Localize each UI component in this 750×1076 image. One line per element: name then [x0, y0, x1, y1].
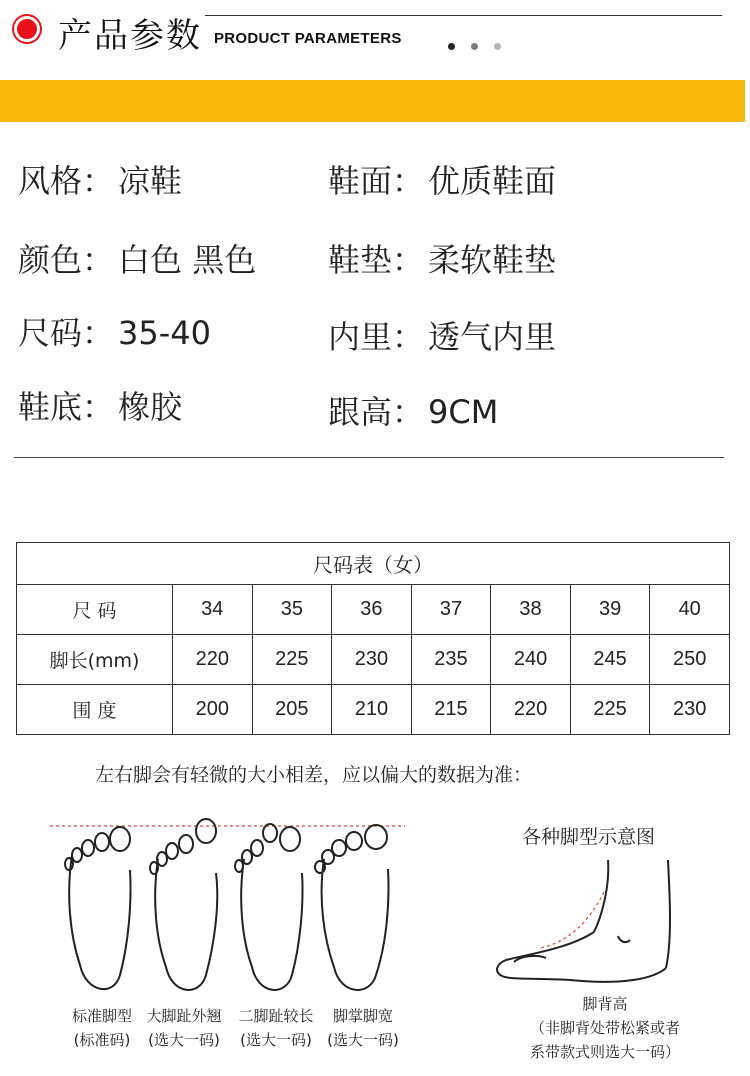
foot-types-illustration: [40, 815, 410, 1015]
table-cell: 245: [570, 635, 650, 685]
params-divider: [14, 457, 724, 458]
table-cell: 38: [491, 585, 571, 635]
param-value: 橡胶: [118, 388, 183, 426]
param-lining: [328, 312, 556, 358]
side-view-advice-1: （非脚背处带松紧或者: [529, 1019, 680, 1037]
param-label: 尺码：: [18, 314, 115, 352]
param-label: 颜色：: [18, 241, 115, 279]
header-red-dot: [14, 16, 40, 42]
foot-type-advice: (选大一码): [327, 1031, 399, 1049]
table-cell: 220: [491, 685, 571, 735]
table-cell: 230: [650, 685, 730, 735]
table-cell: 220: [173, 635, 253, 685]
param-size: [18, 308, 211, 354]
param-insole: [328, 235, 556, 281]
table-cell: 37: [411, 585, 491, 635]
param-value: 9CM: [428, 393, 499, 431]
param-heel-height: [328, 387, 498, 433]
foot-big-toe-outward-icon: [150, 819, 217, 990]
foot-side-icon: [497, 860, 670, 982]
header-dot-1: [448, 43, 455, 50]
foot-type-label: [313, 1004, 413, 1052]
table-cell: 235: [411, 635, 491, 685]
foot-wide-forefoot-icon: [315, 825, 389, 990]
param-value: 透气内里: [428, 318, 557, 356]
header-dots: [448, 35, 517, 54]
side-view-title: 各种脚型示意图: [522, 826, 656, 848]
header-dot-2: [471, 43, 478, 50]
table-cell: 230: [332, 635, 412, 685]
table-cell: 39: [570, 585, 650, 635]
param-label: 内里：: [328, 318, 425, 356]
table-cell: 205: [252, 685, 332, 735]
param-value: 柔软鞋垫: [428, 241, 557, 279]
size-table: [16, 542, 730, 735]
foot-type-advice: (选大一码): [148, 1031, 220, 1049]
yellow-banner: [0, 80, 745, 122]
foot-type-label: [226, 1004, 326, 1052]
table-cell: 215: [411, 685, 491, 735]
table-cell: 40: [650, 585, 730, 635]
side-view-advice-2: 系带款式则选大一码）: [529, 1043, 680, 1061]
section-title-cn: 产品参数: [58, 16, 202, 56]
row-head: 脚长(mm): [17, 635, 173, 685]
foot-type-name: 标准脚型: [71, 1007, 132, 1025]
foot-type-advice: (标准码): [73, 1031, 131, 1049]
param-color: [18, 235, 256, 281]
table-cell: 36: [332, 585, 412, 635]
table-cell: 210: [332, 685, 412, 735]
param-value: 凉鞋: [118, 162, 183, 200]
table-cell: 225: [252, 635, 332, 685]
table-cell: 240: [491, 635, 571, 685]
param-upper: [328, 156, 556, 202]
table-row: [17, 685, 730, 735]
side-view-label: 脚背高: [582, 995, 628, 1013]
table-row: [17, 635, 730, 685]
section-title-en: PRODUCT PARAMETERS: [214, 30, 402, 47]
foot-standard-icon: [65, 827, 131, 989]
foot-second-toe-long-icon: [235, 824, 303, 990]
table-row: [17, 585, 730, 635]
size-table-title: 尺码表（女）: [17, 543, 730, 585]
row-head: 尺 码: [17, 585, 173, 635]
table-cell: 200: [173, 685, 253, 735]
param-label: 跟高：: [328, 393, 425, 431]
param-label: 鞋底：: [18, 388, 115, 426]
foot-side-view-illustration: [490, 850, 690, 990]
size-note: 左右脚会有轻微的大小相差，应以偏大的数据为准：: [95, 764, 533, 786]
param-label: 风格：: [18, 162, 115, 200]
table-cell: 35: [252, 585, 332, 635]
table-cell: 225: [570, 685, 650, 735]
param-label: 鞋垫：: [328, 241, 425, 279]
table-cell: 250: [650, 635, 730, 685]
foot-type-name: 脚掌脚宽: [332, 1007, 393, 1025]
param-label: 鞋面：: [328, 162, 425, 200]
foot-type-advice: (选大一码): [240, 1031, 312, 1049]
header-rule: [205, 15, 722, 16]
foot-type-name: 二脚趾较长: [238, 1007, 314, 1025]
param-sole: [18, 382, 182, 428]
table-cell: 34: [173, 585, 253, 635]
header-dot-3: [494, 43, 501, 50]
param-value: 白色 黑色: [118, 241, 257, 279]
param-style: [18, 156, 182, 202]
param-value: 优质鞋面: [428, 162, 557, 200]
param-value: 35-40: [118, 314, 211, 352]
row-head: 围 度: [17, 685, 173, 735]
foot-type-name: 大脚趾外翘: [146, 1007, 222, 1025]
instep-height-line: [540, 892, 604, 948]
foot-type-label: [134, 1004, 234, 1052]
